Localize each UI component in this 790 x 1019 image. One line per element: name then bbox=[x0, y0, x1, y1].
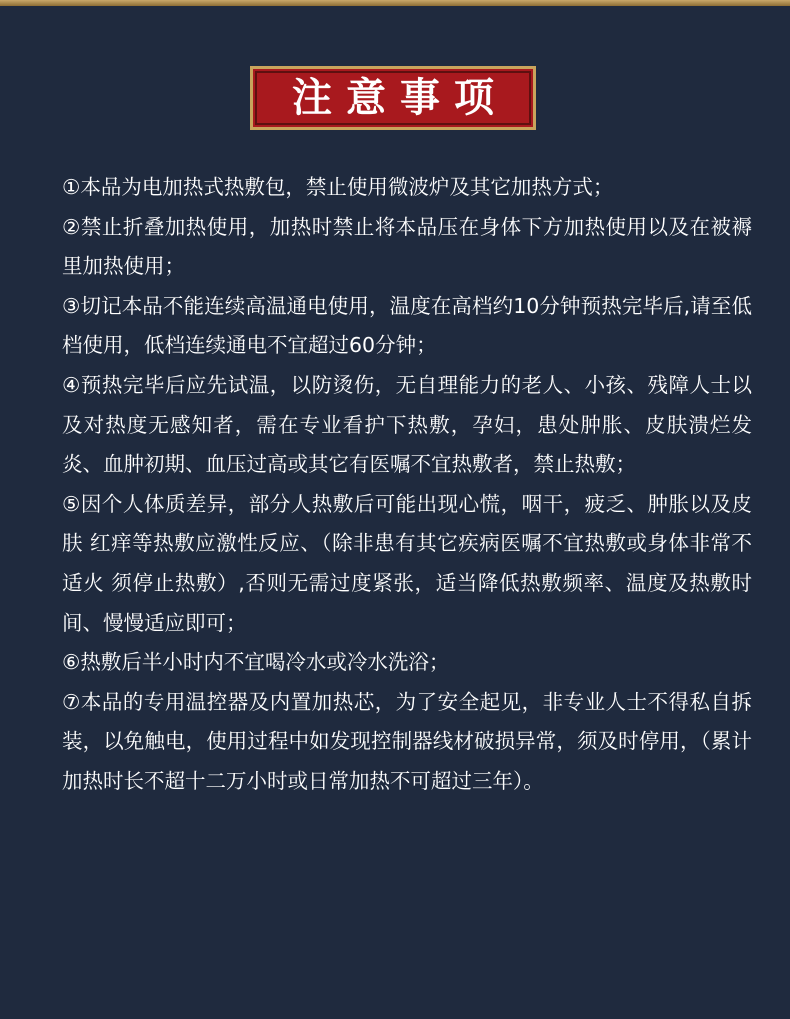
notice-item-2: ②禁止折叠加热使用，加热时禁止将本品压在身体下方加热使用以及在被褥里加热使用； bbox=[62, 214, 752, 279]
notice-item-1: ①本品为电加热式热敷包，禁止使用微波炉及其它加热方式； bbox=[62, 175, 614, 199]
notice-list bbox=[62, 168, 752, 802]
notice-item-7: ⑦本品的专用温控器及内置加热芯，为了安全起见，非专业人士不得私自拆装，以免触电，使用过程中如发现控制器线材破损异常，须及时停用，（累计加热时长不超十二万小时或日常加热不可超过三年）。 bbox=[62, 689, 752, 793]
top-decorative-border bbox=[0, 0, 790, 6]
notice-item-6: ⑥热敷后半小时内不宜喝冷水或冷水洗浴； bbox=[62, 650, 450, 675]
title-banner bbox=[250, 66, 536, 130]
page-title: 注意事项 bbox=[292, 74, 508, 121]
notice-item-4: ④预热完毕后应先试温，以防烫伤，无自理能力的老人、小孩、残障人士以及对热度无感知者，需在专业看护下热敷，孕妇，患处肿胀、皮肤溃烂发炎、血肿初期、血压过高或其它有医嘱不宜热敷者，禁止热敷； bbox=[62, 372, 752, 477]
notice-item-3: ③切记本品不能连续高温通电使用，温度在高档约10分钟预热完毕后,请至低档使用，低档连续通电不宜超过60分钟； bbox=[62, 293, 752, 358]
notice-item-5: ⑤因个人体质差异，部分人热敷后可能出现心慌，咽干，疲乏、肿胀以及皮肤 红痒等热敷应激性反应、（除非患有其它疾病医嘱不宜热敷或身体非常不适火 须停止热敷）,否则无需过度紧张，适当降低热敷频率、温度及热敷时间、慢慢适应即可； bbox=[62, 491, 752, 635]
